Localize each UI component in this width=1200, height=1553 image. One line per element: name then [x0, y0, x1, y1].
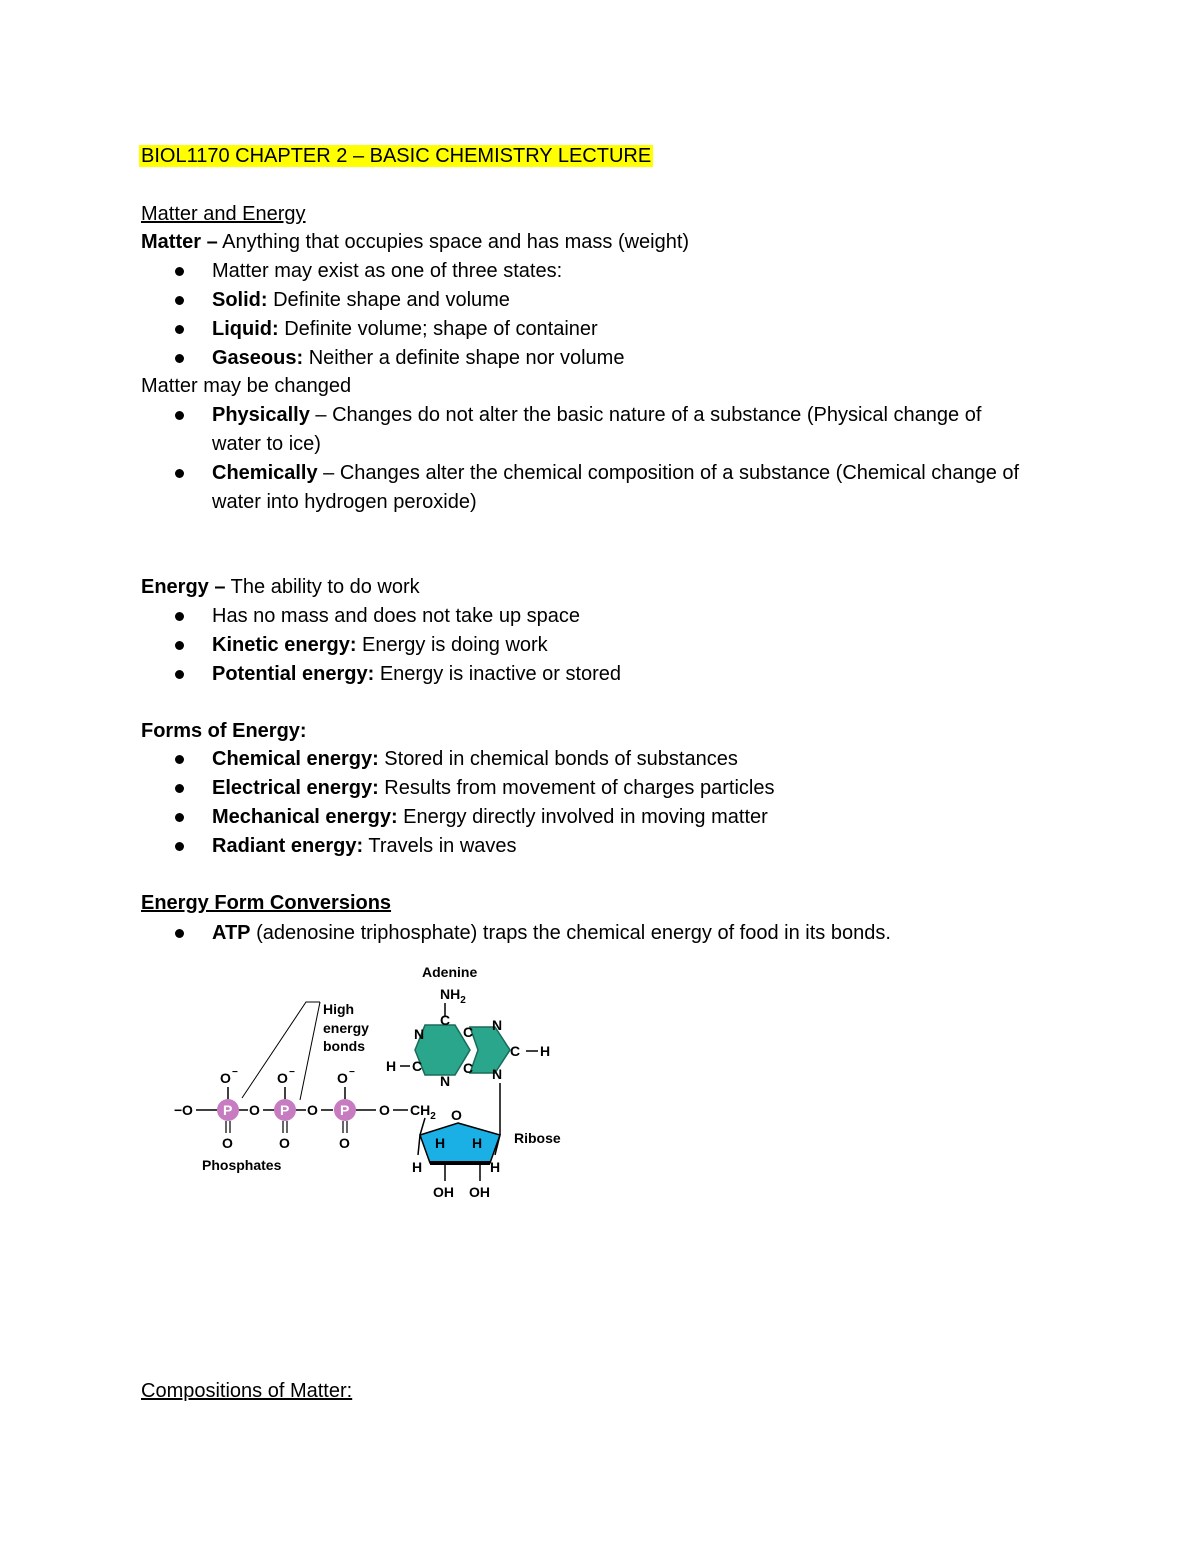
svg-text:H: H	[490, 1159, 501, 1175]
atp-structure-figure	[160, 955, 600, 1210]
svg-text:H: H	[435, 1135, 446, 1151]
svg-text:H: H	[540, 1043, 551, 1059]
bullet-icon	[175, 813, 184, 822]
phosphates-label: Phosphates	[202, 1157, 282, 1173]
list-item: Chemical energy: Stored in chemical bonds of substances	[141, 745, 1061, 774]
bullet-icon	[175, 670, 184, 679]
svg-text:−: −	[174, 1102, 183, 1118]
matter-changed-line: Matter may be changed	[141, 375, 352, 397]
list-item: Mechanical energy: Energy directly involved in moving matter	[141, 803, 1061, 832]
list-item: Gaseous: Neither a definite shape nor volume	[141, 344, 1061, 373]
svg-text:OH: OH	[433, 1184, 454, 1200]
svg-text:C: C	[463, 1024, 474, 1040]
bullet-icon	[175, 755, 184, 764]
svg-text:H: H	[386, 1058, 397, 1074]
list-item: Matter may exist as one of three states:	[141, 257, 1061, 286]
svg-text:−: −	[289, 1067, 295, 1078]
bullet-icon	[175, 641, 184, 650]
bullet-icon	[175, 411, 184, 420]
svg-text:O: O	[182, 1102, 193, 1118]
svg-text:P: P	[223, 1102, 233, 1118]
bullet-icon	[175, 929, 184, 938]
svg-text:−: −	[349, 1067, 355, 1078]
matter-energy-heading: Matter and Energy	[141, 203, 306, 225]
svg-text:energy: energy	[323, 1020, 369, 1036]
svg-text:O: O	[451, 1107, 462, 1123]
svg-text:O: O	[279, 1135, 290, 1151]
bullet-icon	[175, 296, 184, 305]
forms-heading: Forms of Energy:	[141, 720, 307, 742]
bullet-icon	[175, 784, 184, 793]
list-item: Liquid: Definite volume; shape of container	[141, 315, 1061, 344]
svg-text:N: N	[414, 1026, 425, 1042]
bullet-icon	[175, 469, 184, 478]
svg-text:High: High	[323, 1001, 355, 1017]
compositions-heading: Compositions of Matter:	[141, 1380, 353, 1402]
svg-text:O: O	[339, 1135, 350, 1151]
nh2-label: $NH_2$	[440, 986, 466, 1006]
svg-text:O: O	[337, 1070, 348, 1086]
ch2-label: $CH_2$	[410, 1102, 436, 1122]
bullet-icon	[175, 612, 184, 621]
matter-definition: Matter – Anything that occupies space and has mass (weight)	[141, 231, 690, 253]
svg-text:C: C	[440, 1012, 451, 1028]
list-item: ATP (adenosine triphosphate) traps the chemical energy of food in its bonds.	[141, 919, 1061, 948]
svg-text:H: H	[472, 1135, 483, 1151]
list-item: Solid: Definite shape and volume	[141, 286, 1061, 315]
list-item: Chemically – Changes alter the chemical composition of a substance (Chemical change of water into hydrogen peroxide)	[141, 459, 1051, 517]
conversions-heading: Energy Form Conversions	[141, 892, 392, 914]
adenine-label: Adenine	[422, 964, 478, 980]
svg-text:N: N	[440, 1073, 451, 1089]
bullet-icon	[175, 354, 184, 363]
svg-text:C: C	[463, 1060, 474, 1076]
ribose-ring	[420, 1123, 500, 1163]
svg-text:P: P	[280, 1102, 290, 1118]
document-title: BIOL1170 CHAPTER 2 – BASIC CHEMISTRY LECTURE	[141, 145, 652, 167]
list-item: Potential energy: Energy is inactive or stored	[141, 660, 1061, 689]
svg-text:O: O	[222, 1135, 233, 1151]
svg-text:bonds: bonds	[323, 1038, 365, 1054]
svg-text:P: P	[340, 1102, 350, 1118]
bullet-icon	[175, 842, 184, 851]
svg-text:−: −	[232, 1067, 238, 1078]
svg-text:C: C	[510, 1043, 521, 1059]
svg-text:O: O	[307, 1102, 318, 1118]
svg-text:O: O	[277, 1070, 288, 1086]
adenine-ring-5	[470, 1027, 510, 1073]
list-item: Physically – Changes do not alter the basic nature of a substance (Physical change of water to ice)	[141, 401, 1021, 459]
list-item: Kinetic energy: Energy is doing work	[141, 631, 1061, 660]
svg-text:N: N	[492, 1066, 503, 1082]
ribose-label: Ribose	[514, 1130, 561, 1146]
list-item: Electrical energy: Results from movement of charges particles	[141, 774, 1061, 803]
svg-text:N: N	[492, 1017, 503, 1033]
list-item: Has no mass and does not take up space	[141, 602, 1061, 631]
bullet-icon	[175, 267, 184, 276]
bullet-icon	[175, 325, 184, 334]
svg-text:OH: OH	[469, 1184, 490, 1200]
svg-text:H: H	[412, 1159, 423, 1175]
svg-text:C: C	[412, 1058, 423, 1074]
svg-text:O: O	[249, 1102, 260, 1118]
list-item: Radiant energy: Travels in waves	[141, 832, 1061, 861]
energy-definition: Energy – The ability to do work	[141, 576, 420, 598]
svg-text:O: O	[379, 1102, 390, 1118]
svg-text:O: O	[220, 1070, 231, 1086]
